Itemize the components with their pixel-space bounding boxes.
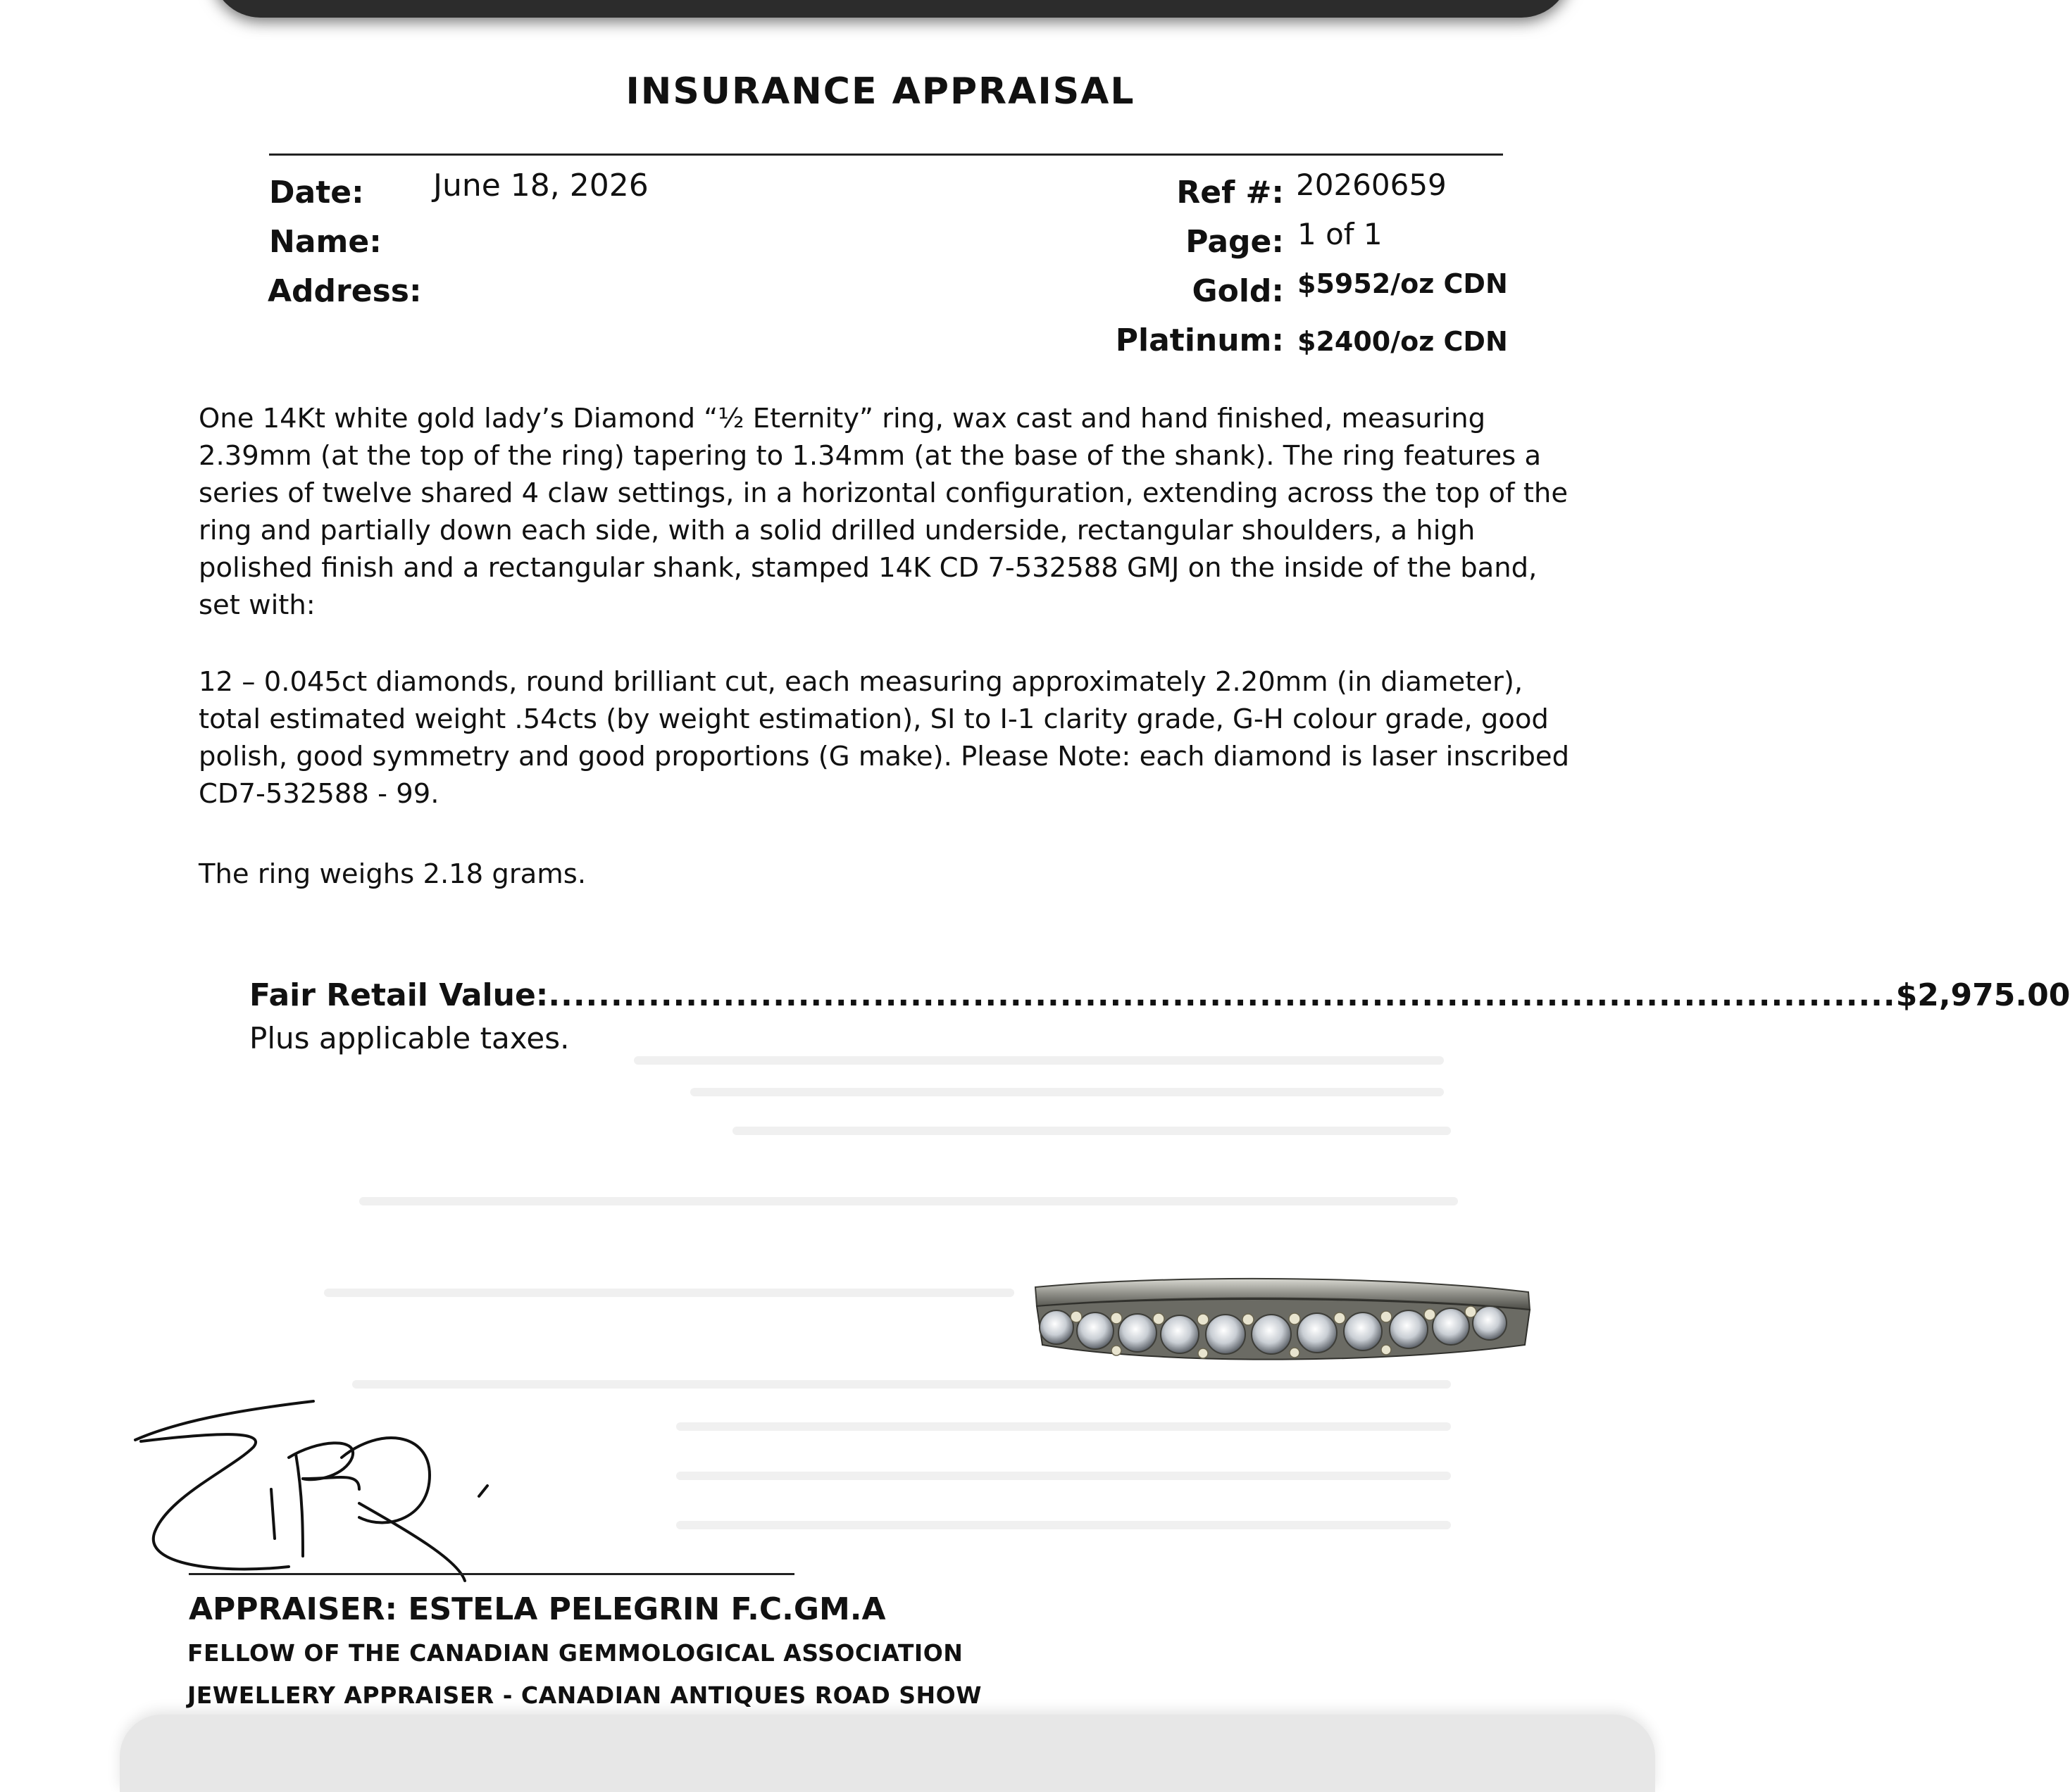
ring-description: One 14Kt white gold lady’s Diamond “½ Eternity” ring, wax cast and hand finished, measuring 2.39mm (at the top of the ring) tapering to 1.34mm (at the base of the shank). The ring features a series of twelve shared 4 claw settings, in a horizontal configuration, extending across the top of the ring and partially down each side, with a solid drilled underside, rectangular shoulders, a high polished finish and a rectangular shank, stamped 14K CD 7-532588 GMJ on the inside of the band, set with: <box>199 403 1569 621</box>
scanner-shadow-bottom <box>120 1715 1655 1792</box>
gold-label: Gold: <box>1192 273 1284 309</box>
page-value: 1 of 1 <box>1297 217 1383 251</box>
platinum-label: Platinum: <box>1115 322 1284 358</box>
appraiser-name: APPRAISER: ESTELA PELEGRIN F.C.GM.A <box>189 1591 886 1627</box>
diamond-description: 12 – 0.045ct diamonds, round brilliant cut, each measuring approximately 2.20mm (in diameter), total estimated weight .54cts (by weight estimation), SI to I-1 clarity grade, G-H colour grade, good polish, good symmetry and good proportions (G make). Please Note: each diamond is laser inscribed CD7-532588 - 99. <box>199 666 1570 810</box>
fair-retail-value-label: Fair Retail Value: <box>249 977 549 1013</box>
dot-leader: ............................................................................................................ <box>548 977 1896 1013</box>
platinum-price: $2400/oz CDN <box>1297 326 1508 357</box>
appraiser-credential: FELLOW OF THE CANADIAN GEMMOLOGICAL ASSOCIATION <box>187 1639 964 1667</box>
ring-photo <box>1028 1267 1535 1373</box>
fair-retail-value-amount: $2,975.00 <box>1895 977 2070 1013</box>
address-label: Address: <box>268 273 422 309</box>
ring-weight: The ring weighs 2.18 grams. <box>199 858 587 890</box>
handwritten-signature <box>127 1391 620 1595</box>
appraiser-title: JEWELLERY APPRAISER - CANADIAN ANTIQUES ROAD SHOW <box>187 1681 983 1709</box>
date-value: June 18, 2026 <box>433 168 649 203</box>
ref-label: Ref #: <box>1176 175 1284 211</box>
date-label: Date: <box>269 175 364 211</box>
page-label: Page: <box>1185 224 1284 260</box>
name-label: Name: <box>269 224 382 260</box>
signature-line <box>189 1573 794 1575</box>
header-rule <box>269 153 1503 156</box>
scanner-shadow-top <box>211 0 1571 18</box>
document-title: INSURANCE APPRAISAL <box>625 70 1135 113</box>
fair-retail-value <box>249 977 2070 1013</box>
taxes-note: Plus applicable taxes. <box>249 1021 570 1055</box>
ref-value: 20260659 <box>1296 168 1447 202</box>
gold-price: $5952/oz CDN <box>1297 268 1508 299</box>
